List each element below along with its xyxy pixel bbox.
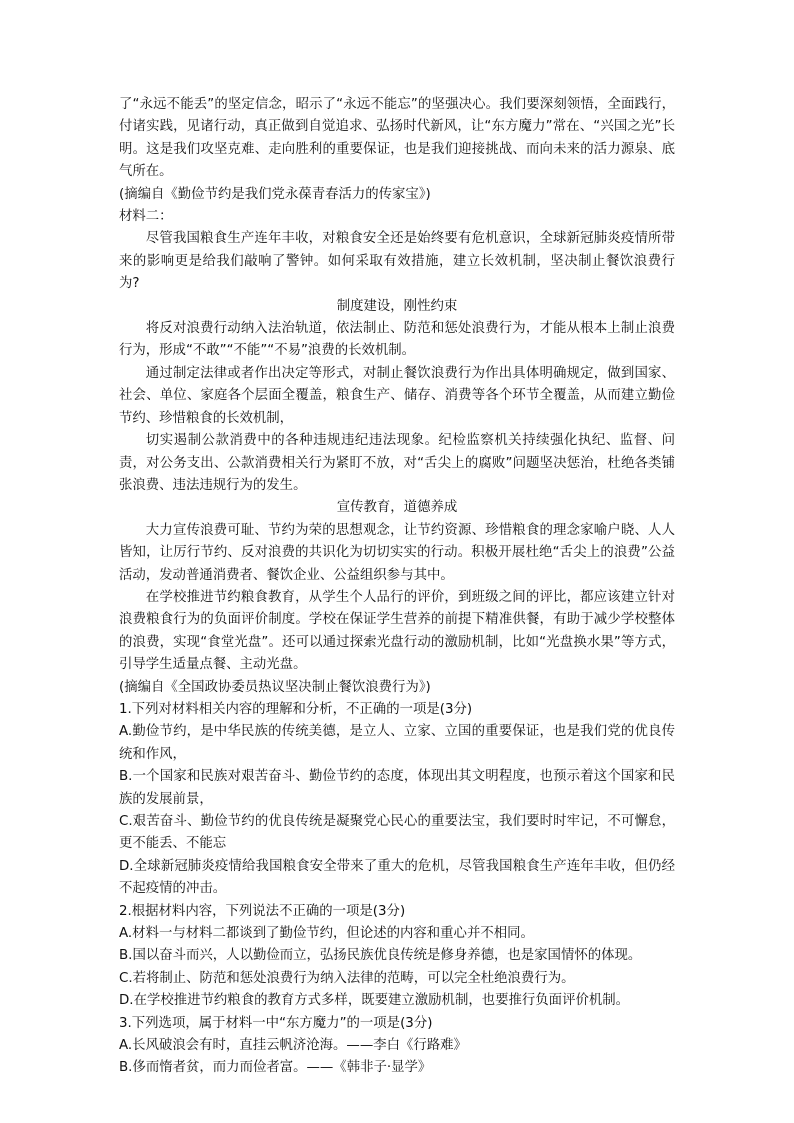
question-2-option-b: B.国以奋斗而兴，人以勤俭而立，弘扬民族优良传统是修身养德，也是家国情怀的体现。 [119,948,642,964]
material-two-heading: 材料二： [119,209,173,225]
paragraph-publicity: 大力宣传浪费可耻、节约为荣的思想观念，让节约资源、珍惜粮食的理念家喻户晓、人人皆知，让厉行节约、反对浪费的共识化为切切实实的行动。积极开展杜绝“舌尖上的浪费”公益活动，发动普通消费者、餐饮企业、公益组织参与其中。 [119,522,675,583]
question-1-option-a: A.勤俭节约，是中华民族的传统美德，是立人、立家、立国的重要保证，也是我们党的优良传统和作风， [119,724,675,762]
question-1-stem: 1.下列对材料相关内容的理解和分析，不正确的一项是(3分) [119,701,473,717]
paragraph-material-one-ending: 了“永远不能丢”的坚定信念，昭示了“永远不能忘”的坚强决心。我们要深刻领悟，全面践行，付诸实践，见诸行动，真正做到自觉追求、弘扬时代新风，让“东方魔力”常在、“兴国之光”长明。这是我们攻坚克难、走向胜利的重要保证，也是我们迎接挑战、而向未来的活力源泉、底气所在。 [119,97,675,180]
paragraph-rule-of-law: 将反对浪费行动纳入法治轨道，依法制止、防范和惩处浪费行为，才能从根本上制止浪费行为，形成“不敢”“不能”“不易”浪费的长效机制。 [119,321,675,359]
paragraph-public-funds: 切实遏制公款消费中的各种违规违纪违法现象。纪检监察机关持续强化执纪、监督、问责，对公务支出、公款消费相关行为紧盯不放，对“舌尖上的腐败”问题坚决惩治，杜绝各类铺张浪费、违法违规行为的发生。 [119,433,675,493]
question-2-option-a: A.材料一与材料二都谈到了勤俭节约，但论述的内容和重心并不相同。 [119,926,534,942]
source-citation-2: (摘编自《全国政协委员热议坚决制止餐饮浪费行为》) [119,679,431,695]
question-3-stem: 3.下列选项，属于材料一中“东方魔力”的一项是(3分) [119,1015,433,1031]
paragraph-legislation: 通过制定法律或者作出决定等形式，对制止餐饮浪费行为作出具体明确规定，做到国家、社会、单位、家庭各个层面全覆盖，粮食生产、储存、消费等各个环节全覆盖，从而建立勤俭节约、珍惜粮食的长效机制， [119,365,675,426]
question-3-option-b: B.侈而惰者贫，而力而俭者富。——《韩非子·显学》 [119,1060,432,1076]
question-1-option-b: B.一个国家和民族对艰苦奋斗、勤俭节约的态度，体现出其文明程度，也预示着这个国家和民族的发展前景， [119,769,675,807]
question-1-option-d: D.全球新冠肺炎疫情给我国粮食安全带来了重大的危机，尽管我国粮食生产连年丰收，但仍经不起疫情的冲击。 [119,858,675,897]
question-1-option-c: C.艰苦奋斗、勤俭节约的优良传统是凝聚党心民心的重要法宝，我们要时时牢记，不可懈怠，更不能丢、不能忘 [119,814,675,852]
source-citation-1: (摘编自《勤俭节约是我们党永葆青春活力的传家宝》) [119,186,431,202]
document-page [119,94,675,1080]
section-heading-institution: 制度建设，刚性约束 [336,298,458,314]
question-2-option-d: D.在学校推进节约粮食的教育方式多样，既要建立激励机制，也要推行负面评价机制。 [119,993,630,1009]
paragraph-material-two-intro: 尽管我国粮食生产连年丰收，对粮食安全还是始终要有危机意识，全球新冠肺炎疫情所带来的影响更是给我们敲响了警钟。如何采取有效措施，建立长效机制，坚决制止餐饮浪费行为? [119,231,675,292]
question-2-option-c: C.若将制止、防范和惩处浪费行为纳入法律的范畴，可以完全杜绝浪费行为。 [119,970,575,986]
section-heading-education: 宣传教育，道德养成 [336,500,458,516]
question-2-stem: 2.根据材料内容，下列说法不正确的一项是(3分) [119,903,406,919]
paragraph-school-education: 在学校推进节约粮食教育，从学生个人品行的评价，到班级之间的评比，都应该建立针对浪费粮食行为的负面评价制度。学校在保证学生营养的前提下精准供餐，有助于减少学校整体的浪费，实现“食堂光盘”。还可以通过探索光盘行动的激励机制，比如“光盘换水果”等方式，引导学生适量点餐、主动光盘。 [119,589,675,673]
question-3-option-a: A.长风破浪会有时，直挂云帆济沧海。——李白《行路难》 [119,1038,467,1054]
